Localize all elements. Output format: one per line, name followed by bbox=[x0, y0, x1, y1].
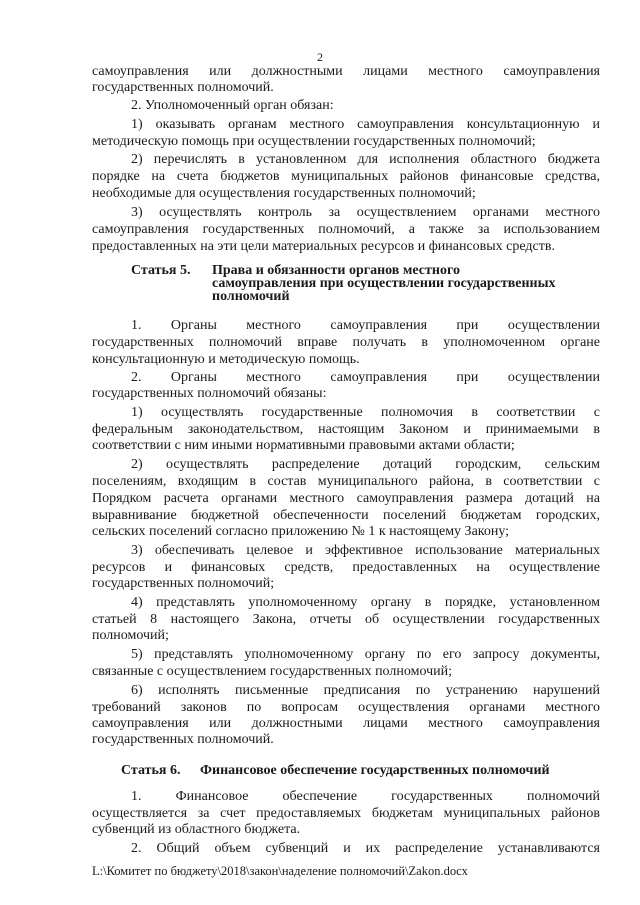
file-path-footer: L:\Комитет по бюджету\2018\закон\наделение полномочий\Zakon.docx bbox=[92, 864, 468, 878]
text-line: 1) осуществлять государственные полномочия в соответствии с bbox=[131, 405, 600, 420]
text-line: предоставленных на эти цели материальных ресурсов и финансовых средств. bbox=[92, 239, 555, 254]
text-line: 5) представлять уполномоченному органу по его запросу документы, bbox=[131, 647, 600, 662]
text-line: порядке на счета бюджетов муниципальных районов финансовые средства, bbox=[92, 169, 600, 184]
text-line: самоуправления государственных полномочий, а также за использованием bbox=[92, 222, 600, 237]
text-line: 1. Органы местного самоуправления при осуществлении bbox=[131, 318, 600, 333]
text-line: самоуправления или должностными лицами местного самоуправления bbox=[92, 64, 600, 79]
text-line: ресурсов и финансовых средств, предоставленных на осуществление bbox=[92, 560, 600, 575]
text-line: 6) исполнять письменные предписания по устранению нарушений bbox=[131, 683, 600, 698]
text-line: необходимые для осуществления государственных полномочий; bbox=[92, 186, 476, 201]
text-line: выравнивание бюджетной обеспеченности поселений бюджетам городских, bbox=[92, 508, 600, 523]
text-line: консультационную и методическую помощь. bbox=[92, 352, 360, 367]
text-line: государственных полномочий. bbox=[92, 732, 274, 747]
text-line: сельских поселений согласно приложению № 1 к настоящему Закону; bbox=[92, 524, 510, 539]
heading-line: полномочий bbox=[212, 289, 290, 304]
heading-line: самоуправления при осуществлении государственных bbox=[212, 276, 556, 291]
text-line: требований законов по вопросам осуществления органами местного bbox=[92, 700, 600, 715]
text-line: 2) осуществлять распределение дотаций городским, сельским bbox=[131, 457, 600, 472]
heading-line: Статья 5. bbox=[131, 263, 191, 278]
text-line: поселениям, входящим в состав муниципального района, в соответствии с bbox=[92, 474, 600, 489]
text-line: 1. Финансовое обеспечение государственных полномочий bbox=[131, 789, 600, 804]
text-line: 2. Уполномоченный орган обязан: bbox=[131, 98, 334, 113]
text-line: методическую помощь при осуществлении государственных полномочий; bbox=[92, 134, 536, 149]
text-line: полномочий; bbox=[92, 628, 169, 643]
heading-line: Статья 6. bbox=[121, 763, 181, 778]
text-line: связанные с осуществлением государственных полномочий; bbox=[92, 664, 453, 679]
text-line: соответствии с ним иными нормативными правовыми актами области; bbox=[92, 438, 515, 453]
text-line: 4) представлять уполномоченному органу в порядке, установленном bbox=[131, 595, 600, 610]
text-line: государственных полномочий; bbox=[92, 576, 275, 591]
text-line: государственных полномочий обязаны: bbox=[92, 386, 327, 401]
text-line: 2) перечислять в установленном для исполнения областного бюджета bbox=[131, 152, 600, 167]
heading-line: Права и обязанности органов местного bbox=[212, 263, 460, 278]
text-line: 3) осуществлять контроль за осуществлением органами местного bbox=[131, 205, 600, 220]
text-line: осуществляется за счет предоставляемых бюджетам муниципальных районов bbox=[92, 806, 600, 821]
text-line: федеральным законодательством, настоящим Законом и принимаемыми в bbox=[92, 422, 600, 437]
text-line: государственных полномочий вправе получать в уполномоченном органе bbox=[92, 335, 600, 350]
text-line: 1) оказывать органам местного самоуправления консультационную и bbox=[131, 117, 600, 132]
text-line: 3) обеспечивать целевое и эффективное использование материальных bbox=[131, 543, 600, 558]
page-number: 2 bbox=[317, 50, 323, 64]
text-line: самоуправления или должностными лицами местного самоуправления bbox=[92, 716, 600, 731]
text-line: Порядком расчета органами местного самоуправления размера дотаций на bbox=[92, 491, 600, 506]
heading-line: Финансовое обеспечение государственных полномочий bbox=[200, 763, 550, 778]
text-line: 2. Органы местного самоуправления при осуществлении bbox=[131, 370, 600, 385]
text-line: государственных полномочий. bbox=[92, 80, 274, 95]
text-line: субвенций из областного бюджета. bbox=[92, 822, 301, 837]
text-line: 2. Общий объем субвенций и их распределение устанавливаются bbox=[131, 841, 600, 856]
text-line: статьей 8 настоящего Закона, отчеты об осуществлении государственных bbox=[92, 612, 600, 627]
